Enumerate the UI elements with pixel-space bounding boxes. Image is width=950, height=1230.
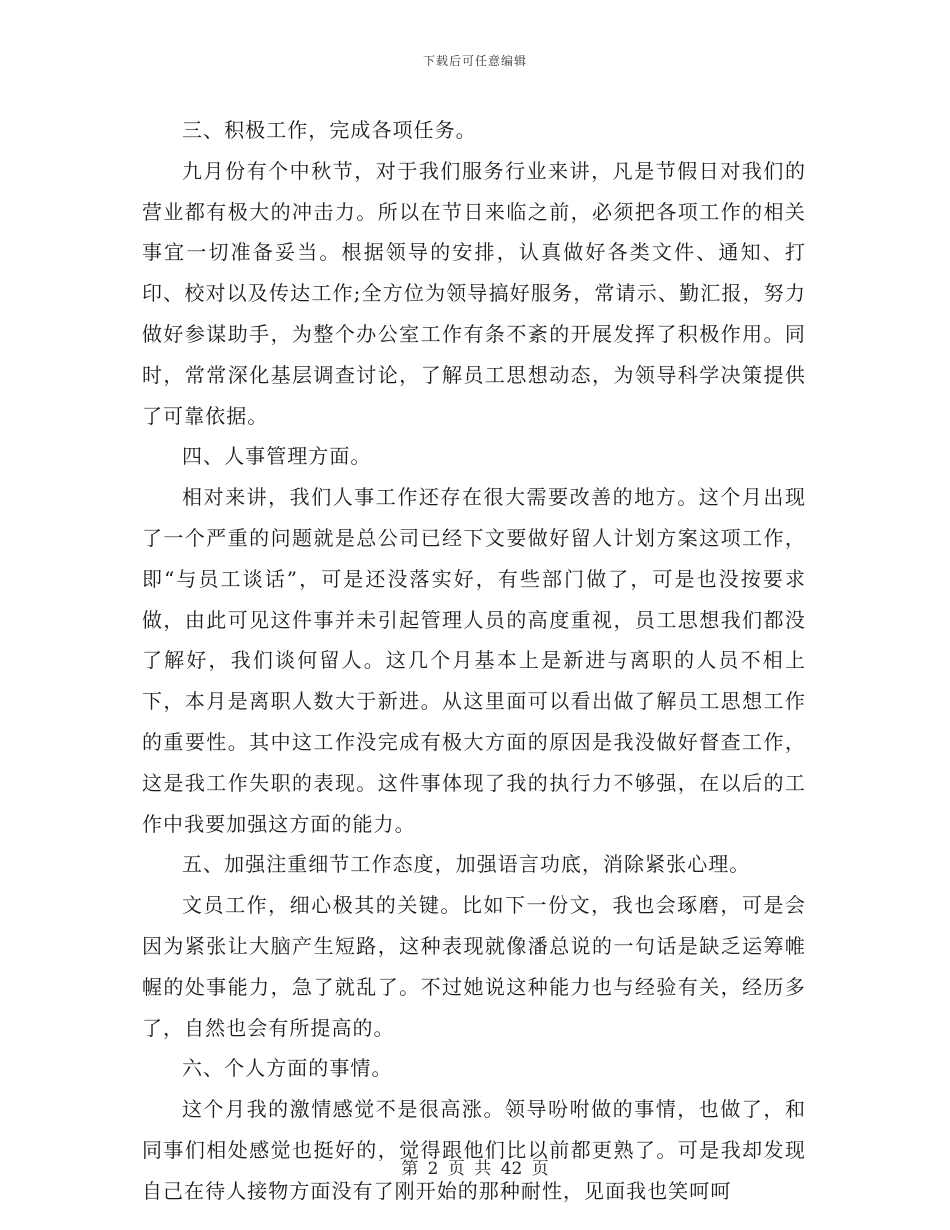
paragraph: 这个月我的激情感觉不是很高涨。领导吩咐做的事情，也做了，和同事们相处感觉也挺好的，觉得跟他们比以前都更熟了。可是我却发现自己在待人接物方面没有了刚开始的那种耐性，见面我也笑呵呵	[142, 1097, 806, 1203]
section-heading-4: 四、人事管理方面。	[182, 444, 372, 469]
document-body	[142, 110, 806, 1212]
paragraph: 九月份有个中秋节，对于我们服务行业来讲，凡是节假日对我们的营业都有极大的冲击力。所以在节日来临之前，必须把各项工作的相关事宜一切准备妥当。根据领导的安排，认真做好各类文件、通知、打印、校对以及传达工作;全方位为领导搞好服务，常请示、勤汇报，努力做好参谋助手，为整个办公室工作有条不紊的开展发挥了积极作用。同时，常常深化基层调查讨论，了解员工思想动态，为领导科学决策提供了可靠依据。	[142, 158, 806, 428]
section-heading-6: 六、个人方面的事情。	[182, 1056, 393, 1081]
page-header: 下载后可任意编辑	[422, 54, 527, 68]
paragraph: 文员工作，细心极其的关键。比如下一份文，我也会琢磨，可是会因为紧张让大脑产生短路，这种表现就像潘总说的一句话是缺乏运筹帷幄的处事能力，急了就乱了。不过她说这种能力也与经验有关，经历多了，自然也会有所提高的。	[142, 893, 806, 1040]
section-heading-5: 五、加强注重细节工作态度，加强语言功底，消除紧张心理。	[182, 852, 751, 877]
page-number-footer: 第 2 页 共 42 页	[401, 1159, 549, 1179]
paragraph: 相对来讲，我们人事工作还存在很大需要改善的地方。这个月出现了一个严重的问题就是总公司已经下文要做好留人计划方案这项工作，即“与员工谈话”，可是还没落实好，有些部门做了，可是也没按要求做，由此可见这件事并未引起管理人员的高度重视，员工思想我们都没了解好，我们谈何留人。这几个月基本上是新进与离职的人员不相上下，本月是离职人数大于新进。从这里面可以看出做了解员工思想工作的重要性。其中这工作没完成有极大方面的原因是我没做好督查工作，这是我工作失职的表现。这件事体现了我的执行力不够强，在以后的工作中我要加强这方面的能力。	[142, 485, 806, 836]
section-heading-3: 三、积极工作，完成各项任务。	[182, 118, 477, 142]
